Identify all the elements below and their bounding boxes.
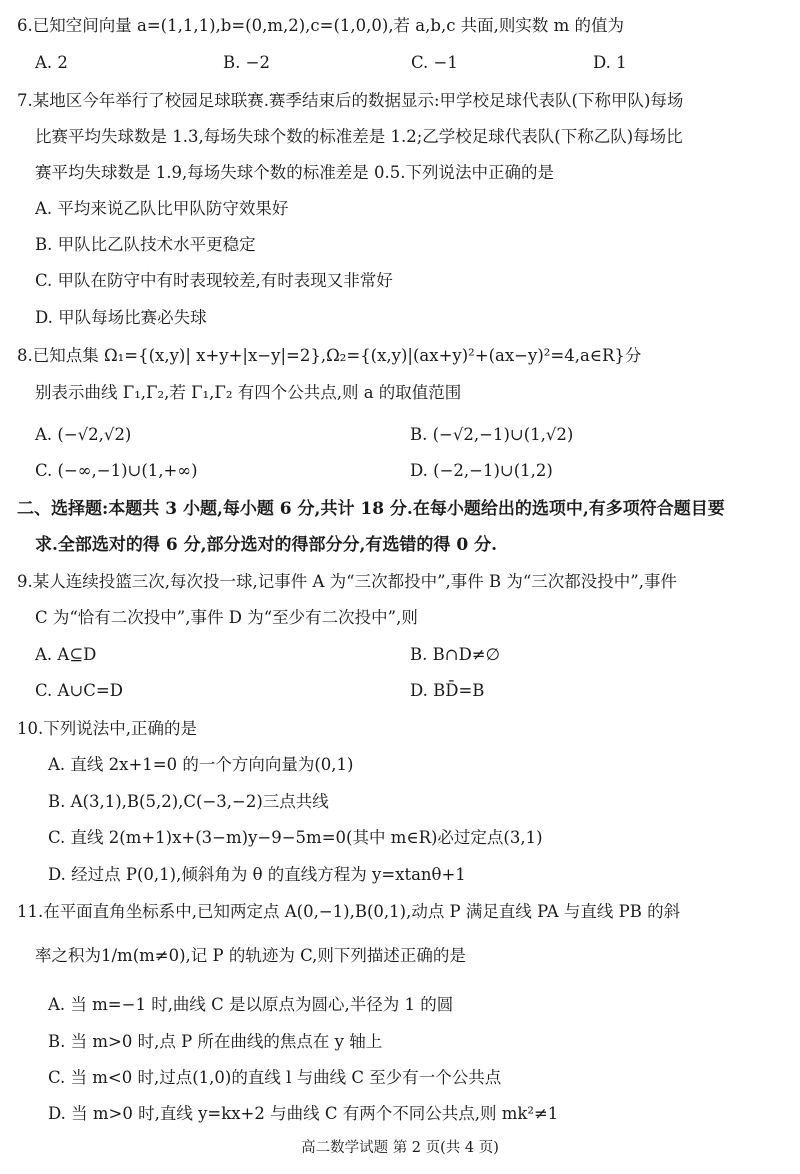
q10-option-d: D. 经过点 P(0,1),倾斜角为 θ 的直线方程为 y=xtanθ+1 [48, 865, 466, 884]
q7-option-c: C. 甲队在防守中有时表现较差,有时表现又非常好 [35, 271, 393, 290]
q7-option-d: D. 甲队每场比赛必失球 [35, 308, 207, 327]
q9-option-c: C. A∪C=D [35, 681, 123, 700]
q10-stem: 10.下列说法中,正确的是 [17, 719, 197, 738]
q7-stem-line-3: 赛平均失球数是 1.9,每场失球个数的标准差是 0.5.下列说法中正确的是 [35, 163, 554, 182]
q11-option-d: D. 当 m>0 时,直线 y=kx+2 与曲线 C 有两个不同公共点,则 mk²≠1 [48, 1104, 559, 1123]
q9-stem-line-1: 9.某人连续投篮三次,每次投一球,记事件 A 为“三次都投中”,事件 B 为“三次都没投中”,事件 [17, 572, 677, 591]
q10-option-a: A. 直线 2x+1=0 的一个方向向量为(0,1) [48, 755, 354, 774]
q7-option-b: B. 甲队比乙队技术水平更稳定 [35, 235, 256, 254]
q6-option-a: A. 2 [35, 53, 68, 72]
q11-stem-line-1: 11.在平面直角坐标系中,已知两定点 A(0,−1),B(0,1),动点 P 满足直线 PA 与直线 PB 的斜 [17, 902, 681, 921]
q9-stem-line-2: C 为“恰有二次投中”,事件 D 为“至少有二次投中”,则 [35, 608, 418, 627]
q8-stem-line-2: 别表示曲线 Γ₁,Γ₂,若 Γ₁,Γ₂ 有四个公共点,则 a 的取值范围 [35, 383, 462, 402]
q8-option-c: C. (−∞,−1)∪(1,+∞) [35, 461, 198, 480]
q6-stem: 6.已知空间向量 a=(1,1,1),b=(0,m,2),c=(1,0,0),若 a,b,c 共面,则实数 m 的值为 [17, 16, 625, 35]
q6-option-c: C. −1 [411, 53, 458, 72]
page-footer: 高二数学试题 第 2 页(共 4 页) [301, 1140, 499, 1156]
q10-option-c: C. 直线 2(m+1)x+(3−m)y−9−5m=0(其中 m∈R)必过定点(3,1) [48, 828, 543, 847]
q10-option-b: B. A(3,1),B(5,2),C(−3,−2)三点共线 [48, 792, 329, 811]
section-2-heading-line-2: 求.全部选对的得 6 分,部分选对的得部分分,有选错的得 0 分. [35, 535, 498, 555]
q8-option-a: A. (−√2,√2) [35, 425, 132, 444]
q9-option-b: B. B∩D≠∅ [410, 645, 500, 664]
q11-option-a: A. 当 m=−1 时,曲线 C 是以原点为圆心,半径为 1 的圆 [48, 995, 454, 1014]
q6-option-b: B. −2 [223, 53, 270, 72]
q9-option-d: D. BD̄=B [410, 681, 485, 700]
q8-option-d: D. (−2,−1)∪(1,2) [410, 461, 553, 480]
q11-stem-line-2: 率之积为1/m(m≠0),记 P 的轨迹为 C,则下列描述正确的是 [35, 946, 466, 965]
q9-option-a: A. A⊆D [35, 645, 97, 664]
q11-option-b: B. 当 m>0 时,点 P 所在曲线的焦点在 y 轴上 [48, 1032, 383, 1051]
q7-stem-line-1: 7.某地区今年举行了校园足球联赛.赛季结束后的数据显示:甲学校足球代表队(下称甲队)每场 [17, 91, 684, 110]
q7-option-a: A. 平均来说乙队比甲队防守效果好 [35, 199, 289, 218]
q8-option-b: B. (−√2,−1)∪(1,√2) [410, 425, 574, 444]
q7-stem-line-2: 比赛平均失球数是 1.3,每场失球个数的标准差是 1.2;乙学校足球代表队(下称乙队)每场比 [35, 127, 683, 146]
q6-option-d: D. 1 [593, 53, 627, 72]
section-2-heading-line-1: 二、选择题:本题共 3 小题,每小题 6 分,共计 18 分.在每小题给出的选项中,有多项符合题目要 [17, 499, 725, 519]
q11-option-c: C. 当 m<0 时,过点(1,0)的直线 l 与曲线 C 至少有一个公共点 [48, 1068, 502, 1087]
q8-stem-line-1: 8.已知点集 Ω₁={(x,y)| x+y+|x−y|=2},Ω₂={(x,y)|(ax+y)²+(ax−y)²=4,a∈R}分 [17, 346, 642, 365]
